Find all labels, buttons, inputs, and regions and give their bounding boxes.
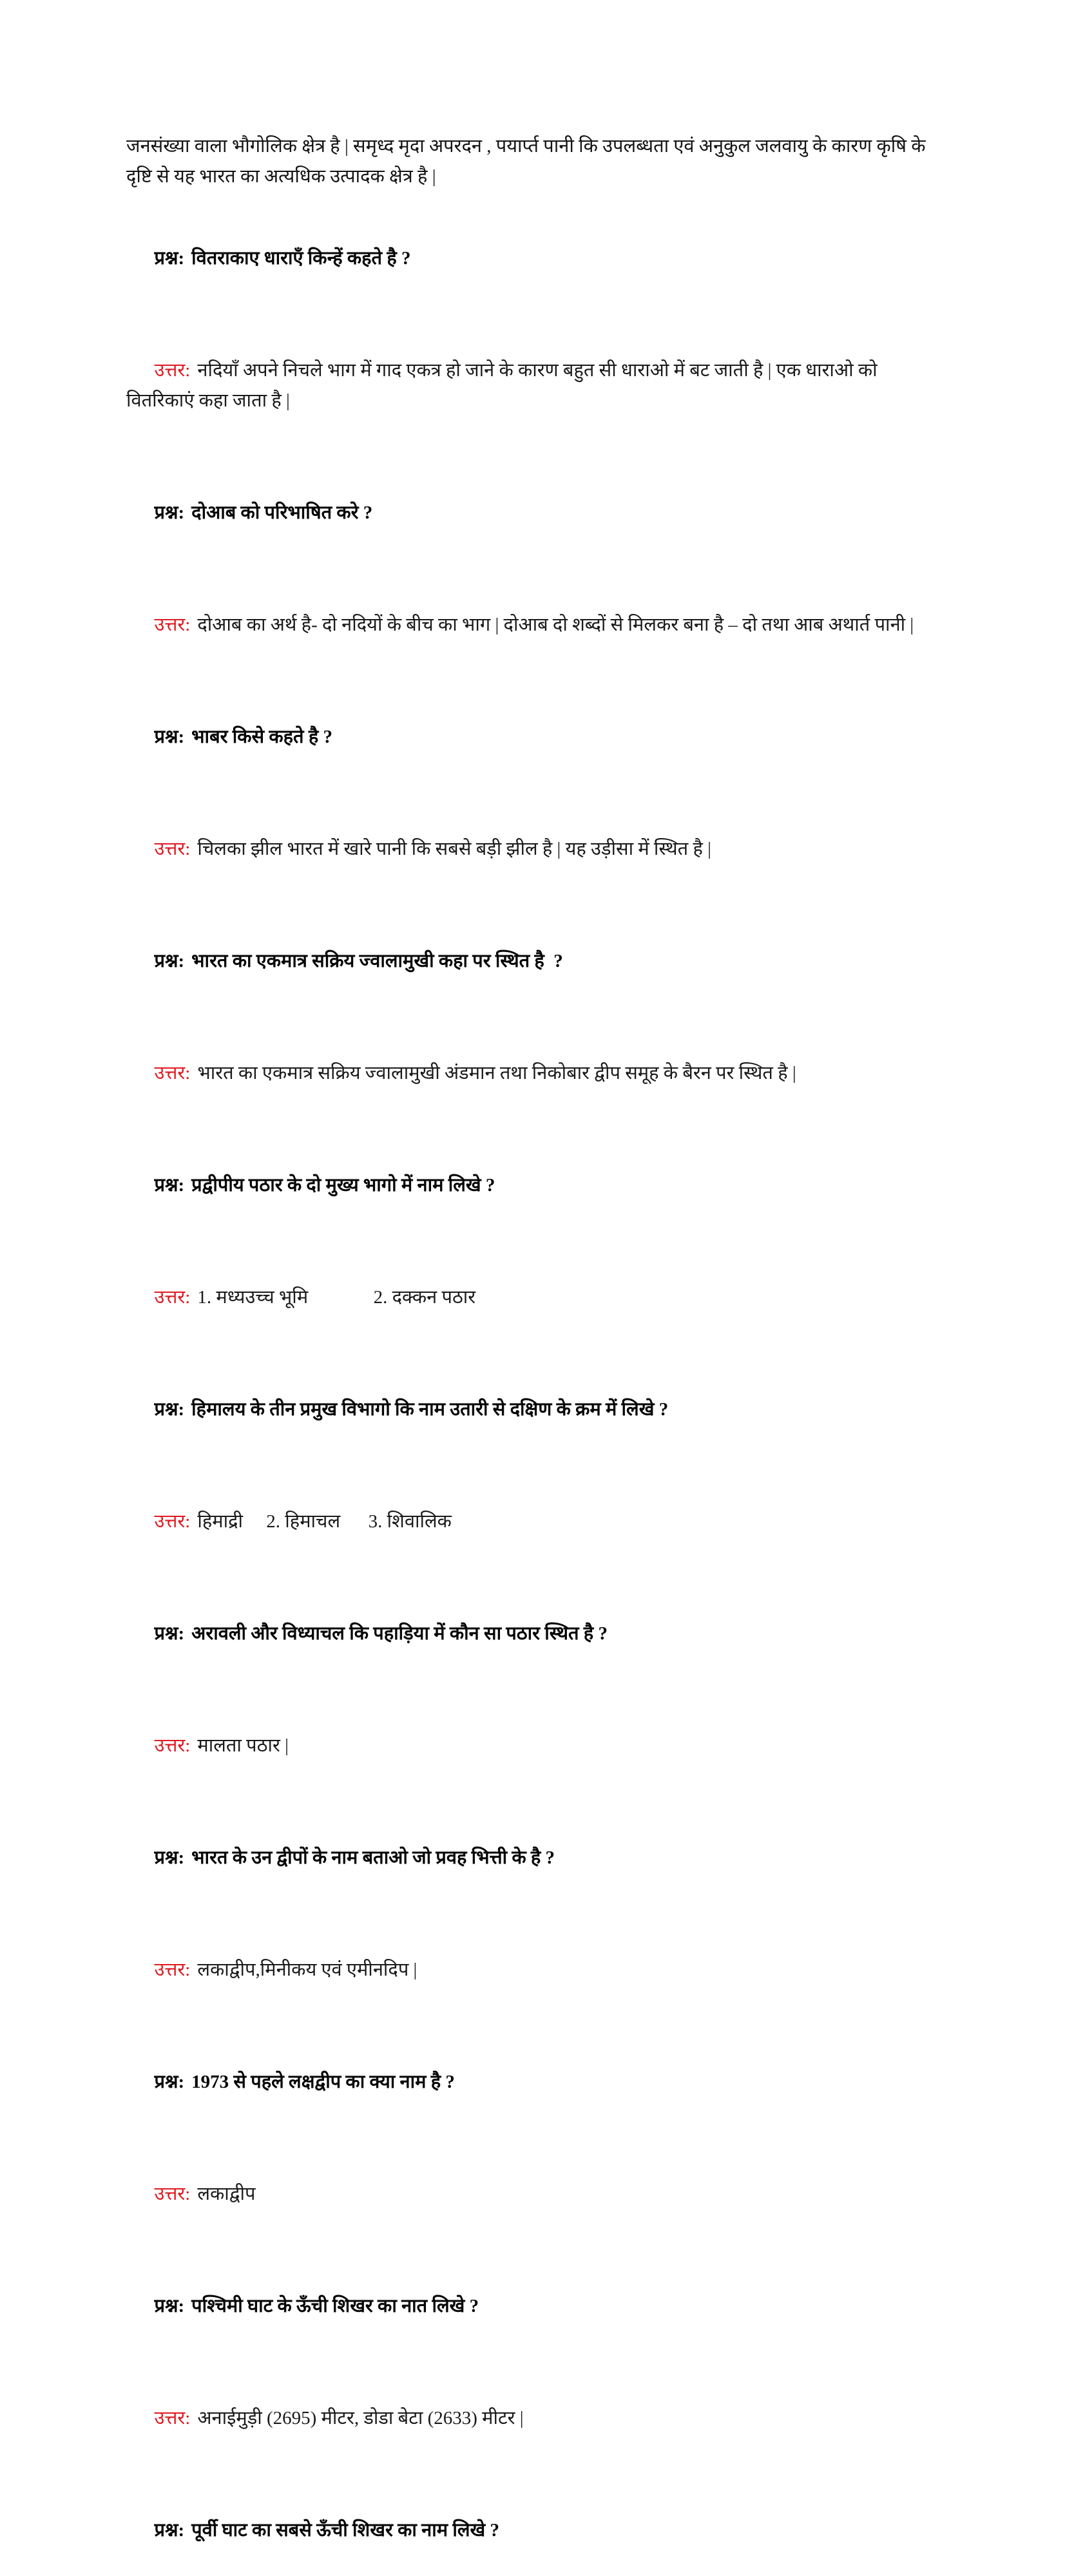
question-line	[126, 2037, 949, 2128]
qa-item	[126, 1589, 949, 1791]
question-line	[126, 2485, 949, 2576]
question-label: प्रश्न:	[154, 1175, 185, 1196]
answer-label: उत्तर:	[154, 1960, 191, 1980]
question-text: पूर्वी घाट का सबसे ऊँची शिखर का नाम लिखे ?	[191, 2520, 499, 2541]
question-label: प्रश्न:	[154, 2072, 185, 2092]
question-label: प्रश्न:	[154, 2296, 185, 2316]
question-text: प्रद्वीपीय पठार के दो मुख्य भागो में नाम लिखे ?	[191, 1175, 495, 1196]
answer-text: 1. मध्यउच्च भूमि 2. दक्कन पठार	[197, 1287, 476, 1308]
question-text: भाबर किसे कहते है ?	[191, 727, 332, 747]
question-text: 1973 से पहले लक्षद्वीप का क्या नाम है ?	[191, 2072, 455, 2092]
answer-text: हिमाद्री 2. हिमाचल 3. शिवालिक	[197, 1511, 452, 1532]
answer-label: उत्तर:	[154, 839, 191, 859]
answer-label: उत्तर:	[154, 615, 191, 635]
qa-item	[126, 1140, 949, 1343]
question-text: अरावली और विध्याचल कि पहाड़िया में कौन सा पठार स्थित है ?	[191, 1623, 608, 1644]
answer-text: दोआब का अर्थ है- दो नदियों के बीच का भाग | दोआब दो शब्दों से मिलकर बना है – दो तथा आब अथार्त पानी |	[197, 615, 914, 635]
question-line	[126, 213, 949, 304]
answer-text: नदियाँ अपने निचले भाग में गाद एकत्र हो जाने के कारण बहुत सी धाराओ में बट जाती है | एक धाराओ को वितरिकाएं कहा जाता है |	[126, 360, 882, 411]
qa-item	[126, 468, 949, 671]
answer-line	[126, 580, 949, 671]
question-label: प्रश्न:	[154, 248, 185, 269]
question-label: प्रश्न:	[154, 1623, 185, 1644]
qa-item	[126, 1813, 949, 2016]
answer-line	[126, 1925, 949, 2016]
answer-label: उत्तर:	[154, 2184, 191, 2204]
qa-list	[126, 213, 949, 2576]
question-line	[126, 1813, 949, 1903]
question-label: प्रश्न:	[154, 502, 185, 523]
answer-text: मालता पठार |	[197, 1735, 289, 1756]
question-line	[126, 1589, 949, 1679]
answer-text: भारत का एकमात्र सक्रिय ज्वालामुखी अंडमान तथा निकोबार द्वीप समूह के बैरन पर स्थित है |	[197, 1063, 796, 1083]
qa-item	[126, 2037, 949, 2240]
answer-label: उत्तर:	[154, 2408, 191, 2428]
question-text: भारत के उन द्वीपों के नाम बताओ जो प्रवह भित्ती के है ?	[191, 1847, 555, 1868]
question-line	[126, 1364, 949, 1455]
question-label: प्रश्न:	[154, 951, 185, 971]
qa-item	[126, 916, 949, 1119]
answer-label: उत्तर:	[154, 1287, 191, 1308]
answer-line	[126, 1701, 949, 1791]
answer-line	[126, 1476, 949, 1567]
question-line	[126, 692, 949, 783]
answer-label: उत्तर:	[154, 1063, 191, 1083]
answer-label: उत्तर:	[154, 360, 191, 381]
answer-line	[126, 1028, 949, 1119]
question-label: प्रश्न:	[154, 727, 185, 747]
qa-item	[126, 2261, 949, 2464]
question-text: हिमालय के तीन प्रमुख विभागो कि नाम उतारी से दक्षिण के क्रम में लिखे ?	[191, 1399, 669, 1420]
answer-line	[126, 804, 949, 895]
answer-line	[126, 2373, 949, 2464]
question-line	[126, 468, 949, 558]
question-label: प्रश्न:	[154, 2520, 185, 2541]
question-text: पश्चिमी घाट के ऊँची शिखर का नात लिखे ?	[191, 2296, 479, 2316]
answer-label: उत्तर:	[154, 1735, 191, 1756]
question-text: भारत का एकमात्र सक्रिय ज्वालामुखी कहा पर स्थित है ?	[191, 951, 563, 971]
qa-item	[126, 213, 949, 446]
answer-text: चिलका झील भारत में खारे पानी कि सबसे बड़ी झील है | यह उड़ीसा में स्थित है |	[197, 839, 711, 859]
qa-item	[126, 692, 949, 895]
question-text: दोआब को परिभाषित करे ?	[191, 502, 373, 523]
answer-text: अनाईमुड़ी (2695) मीटर, डोडा बेटा (2633) मीटर |	[197, 2408, 524, 2428]
answer-text: लकाद्वीप	[197, 2184, 256, 2204]
question-label: प्रश्न:	[154, 1847, 185, 1868]
intro-paragraph: जनसंख्या वाला भौगोलिक क्षेत्र है | समृध्द मृदा अपरदन , पयार्प्त पानी कि उपलब्धता एवं अनुकुल जलवायु के कारण कृषि के दृष्टि से यह भारत का अत्यधिक उत्पादक क्षेत्र है |	[126, 136, 930, 187]
question-line	[126, 2261, 949, 2352]
answer-line	[126, 325, 949, 446]
question-label: प्रश्न:	[154, 1399, 185, 1420]
question-line	[126, 1140, 949, 1231]
answer-label: उत्तर:	[154, 1511, 191, 1532]
answer-text: लकाद्वीप,मिनीकय एवं एमीनदिप |	[197, 1960, 417, 1980]
qa-item	[126, 2485, 949, 2576]
answer-line	[126, 1252, 949, 1343]
question-text: वितराकाए धाराएँ किन्हें कहते है ?	[191, 248, 411, 269]
question-line	[126, 916, 949, 1007]
answer-line	[126, 2149, 949, 2240]
qa-item	[126, 1364, 949, 1567]
